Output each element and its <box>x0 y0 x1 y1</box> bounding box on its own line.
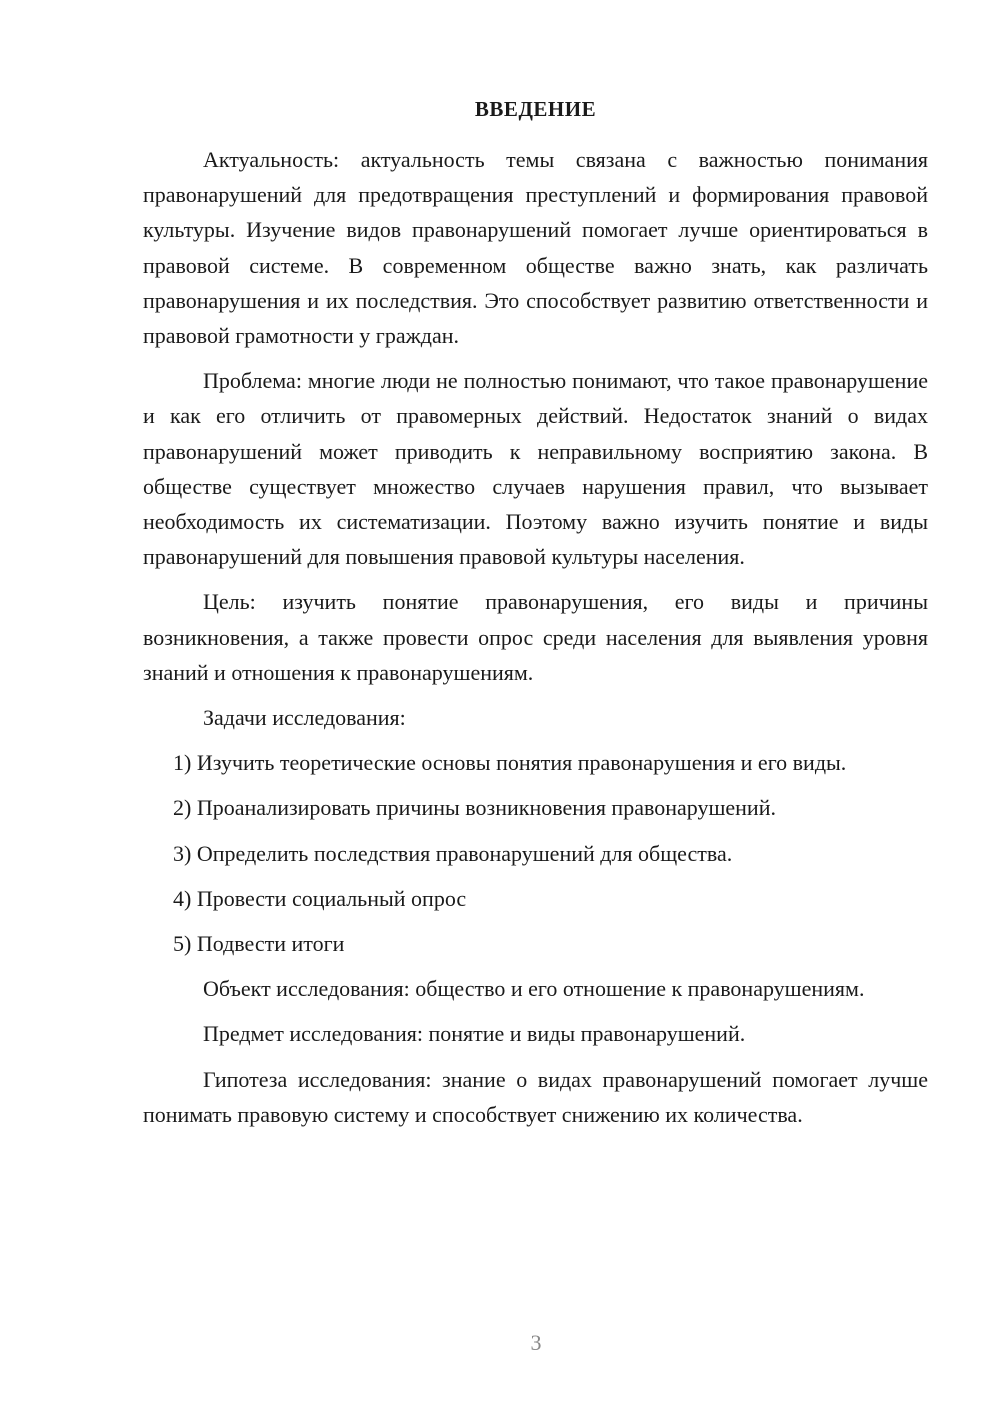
task-item-5: 5) Подвести итоги <box>173 931 345 957</box>
tasks-heading: Задачи исследования: <box>203 705 406 731</box>
hypothesis-paragraph: Гипотеза исследования: знание о видах правонарушений помогает лучше понимать правовую систему и способствует снижению их количества. <box>143 1066 928 1127</box>
relevance-paragraph: Актуальность: актуальность темы связана с важностью понимания правонарушений для предотвращения преступлений и формирования правовой культуры. Изучение видов правонарушений помогает лучше ориентироваться в правовой системе. В современном обществе важно знать, как различать правонарушения и их последствия. Это способствует развитию ответственности и правовой грамотности у граждан. <box>143 147 928 349</box>
page-title: ВВЕДЕНИЕ <box>474 97 597 121</box>
goal-paragraph: Цель: изучить понятие правонарушения, его виды и причины возникновения, а также провести опрос среди населения для выявления уровня знаний и отношения к правонарушениям. <box>143 589 928 685</box>
task-item-1: 1) Изучить теоретические основы понятия правонарушения и его виды. <box>173 750 847 776</box>
document-page <box>143 88 928 1142</box>
object-paragraph: Объект исследования: общество и его отношение к правонарушениям. <box>203 976 865 1002</box>
task-item-3: 3) Определить последствия правонарушений для общества. <box>173 840 733 866</box>
task-item-4: 4) Провести социальный опрос <box>173 885 467 911</box>
subject-paragraph: Предмет исследования: понятие и виды правонарушений. <box>203 1021 746 1047</box>
task-item-2: 2) Проанализировать причины возникновения правонарушений. <box>173 795 776 821</box>
page-number: 3 <box>530 1330 542 1355</box>
problem-paragraph: Проблема: многие люди не полностью понимают, что такое правонарушение и как его отличить от правомерных действий. Недостаток знаний о видах правонарушений может приводить к неправильному восприятию закона. В обществе существует множество случаев нарушения правил, что вызывает необходимость их систематизации. Поэтому важно изучить понятие и виды правонарушений для повышения правовой культуры населения. <box>143 368 928 570</box>
